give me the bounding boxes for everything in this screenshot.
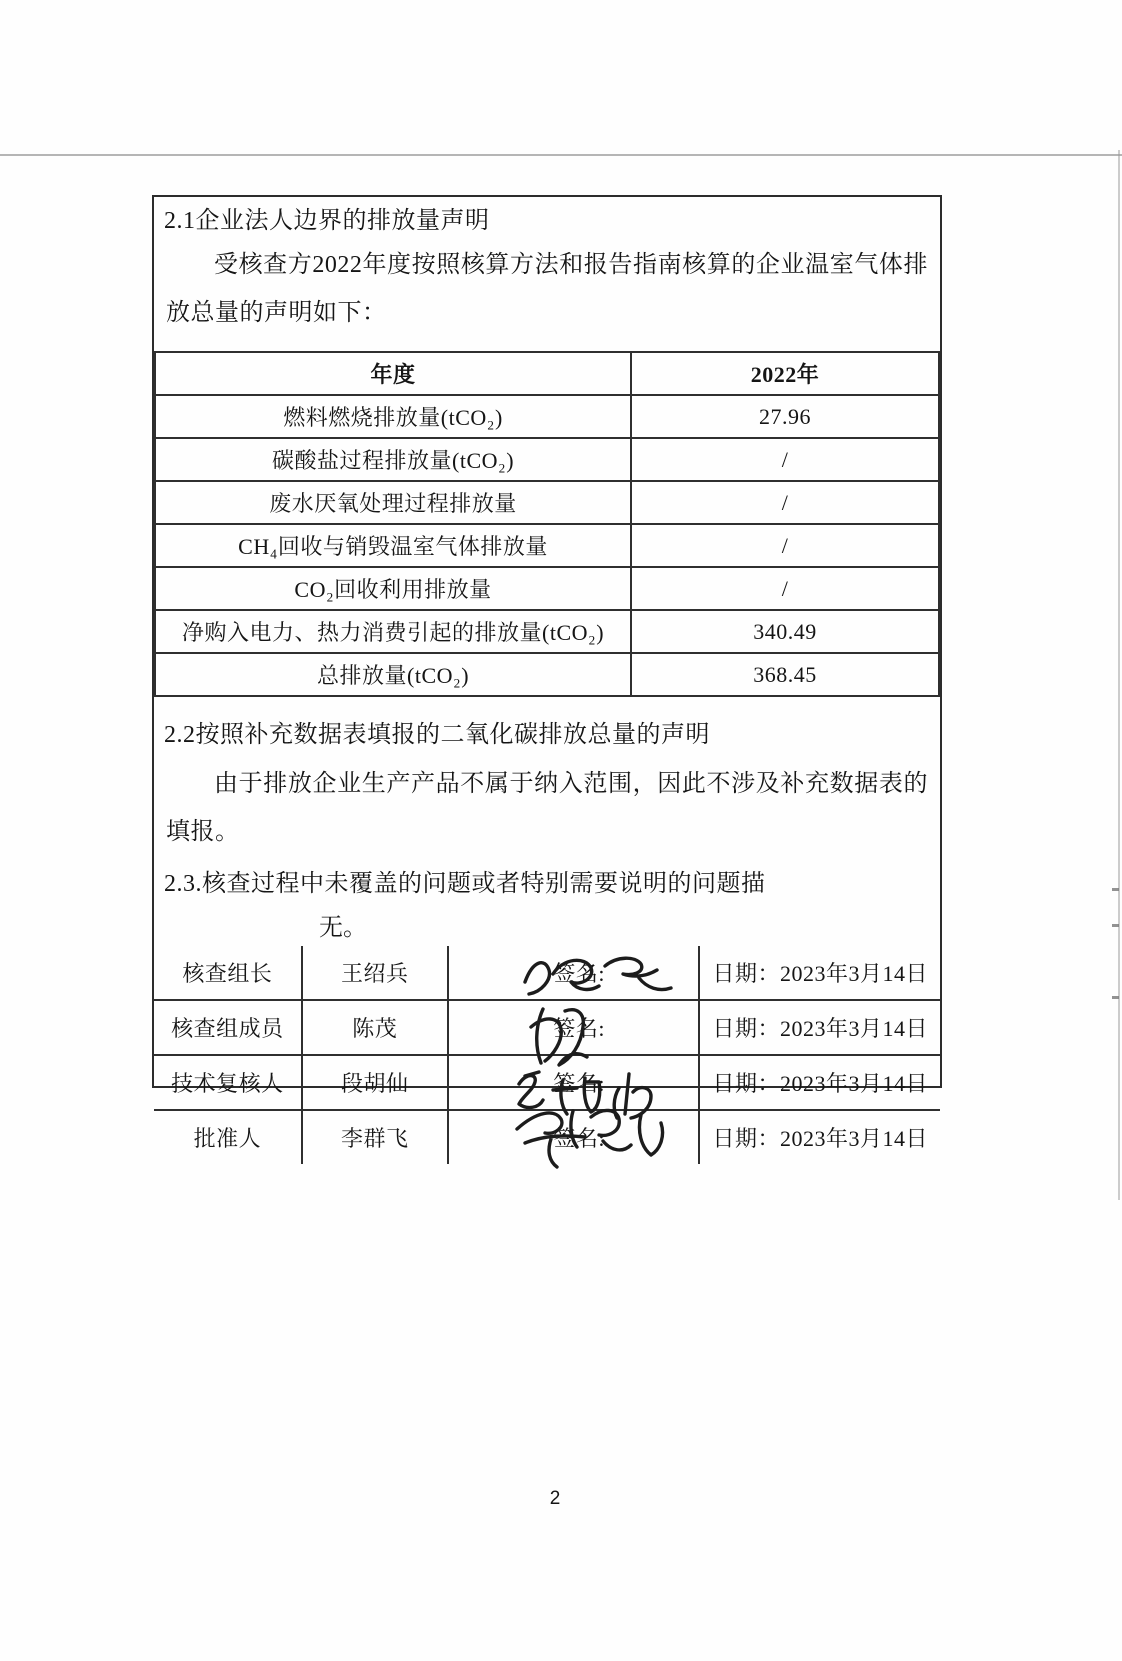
signer-role: 技术复核人 [154, 1055, 302, 1110]
signature-cell [448, 1110, 699, 1164]
sign-label: 签名: [553, 1071, 605, 1097]
emission-value: 368.45 [631, 653, 939, 696]
scan-artifact-dash [1112, 996, 1119, 999]
table-row [154, 1000, 940, 1055]
scan-artifact-dash [1112, 888, 1119, 891]
section-2-3-answer: 无。 [319, 915, 367, 942]
emission-label: 燃料燃烧排放量(tCO₂) [155, 395, 631, 438]
emission-value: 340.49 [631, 610, 939, 653]
scan-artifact-top-line [0, 154, 1122, 156]
signature-date: 日期：2023年3月14日 [699, 1000, 940, 1055]
signer-name: 王绍兵 [302, 946, 448, 1000]
table-row [154, 946, 940, 1000]
signature-cell [448, 1055, 699, 1110]
signer-name: 陈茂 [302, 1000, 448, 1055]
sign-label: 签名: [553, 1126, 605, 1152]
page-number: 2 [549, 1488, 561, 1509]
table-row [154, 1110, 940, 1164]
emissions-table [154, 351, 940, 697]
table-row [155, 610, 939, 653]
signer-role: 核查组成员 [154, 1000, 302, 1055]
section-2-3-heading: 2.3.核查过程中未覆盖的问题或者特别需要说明的问题描 [164, 870, 766, 897]
signature-date: 日期：2023年3月14日 [699, 1055, 940, 1110]
signature-table [154, 946, 940, 1164]
table-row [155, 524, 939, 567]
table-row [155, 481, 939, 524]
emission-value: / [631, 438, 939, 481]
emission-label: 废水厌氧处理过程排放量 [155, 481, 631, 524]
signature-cell [448, 1000, 699, 1055]
scan-artifact-right-line [1118, 150, 1120, 1200]
signature-date: 日期：2023年3月14日 [699, 946, 940, 1000]
emissions-header-row [155, 352, 939, 395]
table-row [154, 1055, 940, 1110]
content-border-box [152, 195, 942, 1152]
emission-label: 总排放量(tCO₂) [155, 653, 631, 696]
signer-name: 段胡仙 [302, 1055, 448, 1110]
sign-label: 签名: [553, 1016, 605, 1042]
table-row [155, 395, 939, 438]
signer-name: 李群飞 [302, 1110, 448, 1164]
emission-label: 碳酸盐过程排放量(tCO₂) [155, 438, 631, 481]
table-row [155, 567, 939, 610]
emission-value: / [631, 567, 939, 610]
table-row [155, 438, 939, 481]
emission-value: 27.96 [631, 395, 939, 438]
emission-value: / [631, 481, 939, 524]
emissions-header-label: 年度 [155, 352, 631, 395]
section-2-2-heading: 2.2按照补充数据表填报的二氧化碳排放总量的声明 [164, 722, 710, 749]
signer-role: 批准人 [154, 1110, 302, 1164]
sign-label: 签名: [553, 961, 605, 987]
emission-label: CO₂回收利用排放量 [155, 567, 631, 610]
signer-role: 核查组长 [154, 946, 302, 1000]
section-2-2-paragraph: 由于排放企业生产产品不属于纳入范围，因此不涉及补充数据表的填报。 [166, 770, 928, 845]
emissions-header-value: 2022年 [631, 352, 939, 395]
table-row [155, 653, 939, 696]
emission-value: / [631, 524, 939, 567]
signature-date: 日期：2023年3月14日 [699, 1110, 940, 1164]
scan-artifact-dash [1112, 924, 1119, 927]
signature-cell [448, 946, 699, 1000]
emission-label: CH₄回收与销毁温室气体排放量 [155, 524, 631, 567]
section-2-1-heading: 2.1企业法人边界的排放量声明 [164, 208, 490, 234]
emission-label: 净购入电力、热力消费引起的排放量(tCO₂) [155, 610, 631, 653]
section-2-1-paragraph: 受核查方2022年度按照核算方法和报告指南核算的企业温室气体排放总量的声明如下： [166, 252, 928, 327]
